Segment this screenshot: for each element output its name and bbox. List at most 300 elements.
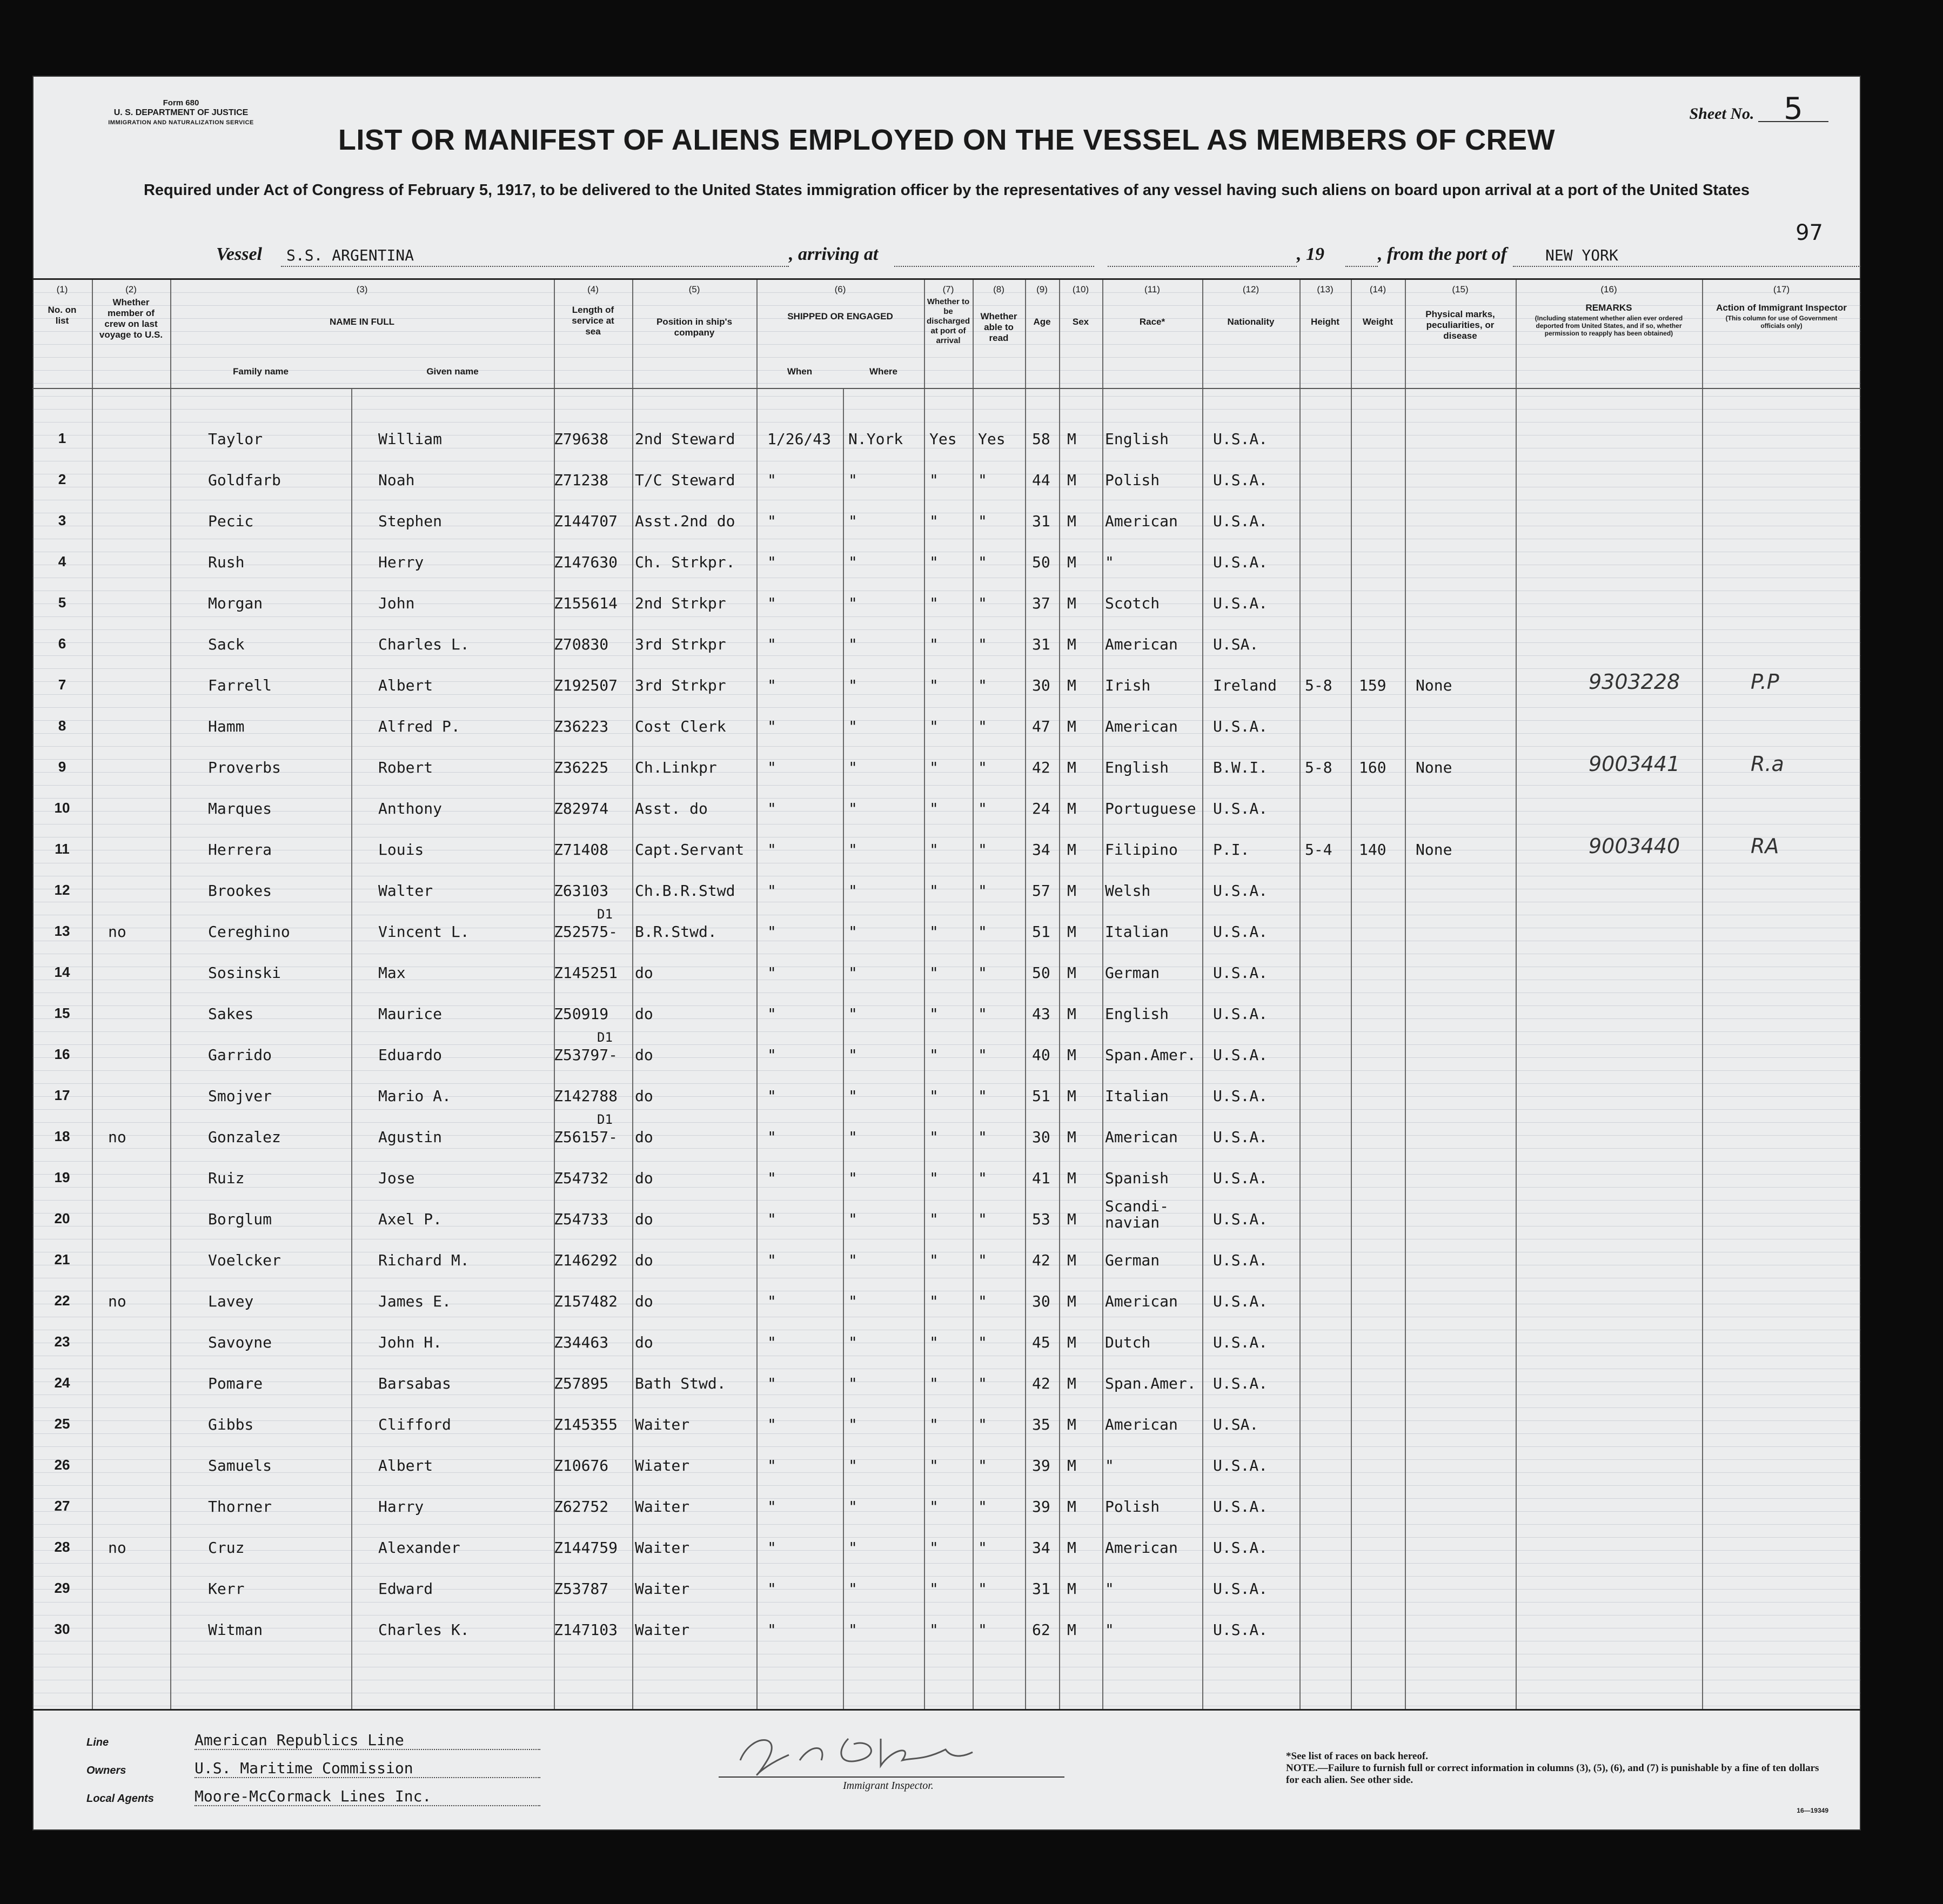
- cell-position: Waiter: [635, 1539, 690, 1557]
- cell-sex: M: [1067, 964, 1076, 982]
- cell-family: Proverbs: [208, 759, 281, 776]
- cell-position: Ch.Linkpr: [635, 759, 717, 776]
- cell-family: Farrell: [208, 676, 272, 694]
- cell-family: Goldfarb: [208, 471, 281, 489]
- cell-read: ": [978, 1375, 987, 1392]
- col-header-prev-voyage: (2) Whether member of crew on last voyage to U.S.: [99, 284, 163, 340]
- cell-service: Z56157-: [554, 1128, 618, 1146]
- cell-weight: 140: [1359, 841, 1386, 859]
- table-row: [32, 831, 1861, 869]
- cell-service: Z57895: [554, 1375, 609, 1392]
- cell-given: Albert: [378, 676, 433, 694]
- cell-nationality: U.SA.: [1213, 1416, 1259, 1433]
- sheet-value: 5: [1758, 97, 1828, 122]
- cell-sex: M: [1067, 718, 1076, 735]
- cell-when: ": [767, 841, 776, 859]
- cell-service: Z53797-: [554, 1046, 618, 1064]
- cell-where: ": [848, 594, 857, 612]
- cell-service: Z142788: [554, 1087, 618, 1105]
- cell-position: T/C Steward: [635, 471, 735, 489]
- cell-nationality: U.S.A.: [1213, 553, 1268, 571]
- cell-height: 5-8: [1305, 759, 1332, 776]
- cell-sex: M: [1067, 1169, 1076, 1187]
- cell-nationality: U.S.A.: [1213, 1539, 1268, 1557]
- cell-given: Edward: [378, 1580, 433, 1598]
- row-number: 10: [54, 800, 70, 816]
- cell-discharge: ": [929, 1333, 939, 1351]
- cell-nationality: U.S.A.: [1213, 1087, 1268, 1105]
- cell-discharge: ": [929, 923, 939, 941]
- cell-where: ": [848, 1333, 857, 1351]
- cell-age: 24: [1032, 800, 1050, 817]
- cell-read: ": [978, 1621, 987, 1639]
- cell-race: Welsh: [1105, 882, 1151, 900]
- col-header-service: (4) Length of service at sea: [572, 284, 614, 337]
- cell-read: ": [978, 1046, 987, 1064]
- cell-race: Polish: [1105, 471, 1160, 489]
- row-number: 16: [54, 1046, 70, 1062]
- cell-given: Alexander: [378, 1539, 460, 1557]
- sheet-number: [1689, 91, 1829, 126]
- row-number: 2: [58, 471, 66, 487]
- cell-discharge: ": [929, 1210, 939, 1228]
- col-header-nationality: (12) Nationality: [1227, 284, 1275, 327]
- cell-discharge: ": [929, 759, 939, 776]
- cell-discharge: ": [929, 1457, 939, 1474]
- row-number: 23: [54, 1333, 70, 1350]
- cell-when: ": [767, 1539, 776, 1557]
- cell-when: ": [767, 635, 776, 653]
- cell-position: Capt.Servant: [635, 841, 745, 859]
- cell-read: ": [978, 1457, 987, 1474]
- cell-given: Harry: [378, 1498, 424, 1516]
- cell-weight: 160: [1359, 759, 1386, 776]
- table-row: [32, 1242, 1861, 1279]
- cell-position: 3rd Strkpr: [635, 635, 726, 653]
- cell-read: ": [978, 676, 987, 694]
- cell-family: Rush: [208, 553, 245, 571]
- cell-race: ": [1105, 1580, 1114, 1598]
- department: U. S. DEPARTMENT OF JUSTICE: [113, 108, 249, 117]
- cell-where: ": [848, 759, 857, 776]
- cell-given: Max: [378, 964, 406, 982]
- cell-position: do: [635, 1046, 653, 1064]
- cell-where: ": [848, 923, 857, 941]
- cell-discharge: ": [929, 1251, 939, 1269]
- cell-discharge: ": [929, 1046, 939, 1064]
- cell-where: ": [848, 1210, 857, 1228]
- agents-value: Moore-McCormack Lines Inc.: [195, 1787, 540, 1806]
- cell-where: ": [848, 964, 857, 982]
- cell-read: ": [978, 1210, 987, 1228]
- cell-discharge: ": [929, 1416, 939, 1433]
- row-number: 30: [54, 1621, 70, 1637]
- row-number: 29: [54, 1580, 70, 1596]
- cell-given: Walter: [378, 882, 433, 900]
- row-number: 17: [54, 1087, 70, 1103]
- cell-when: ": [767, 1292, 776, 1310]
- table-row: [32, 907, 1861, 951]
- cell-race: American: [1105, 1292, 1178, 1310]
- cell-read: ": [978, 1128, 987, 1146]
- cell-discharge: ": [929, 1292, 939, 1310]
- cell-nationality: U.S.A.: [1213, 594, 1268, 612]
- cell-action: RA: [1751, 834, 1779, 858]
- cell-read: ": [978, 1005, 987, 1023]
- cell-race: American: [1105, 1128, 1178, 1146]
- cell-discharge: ": [929, 1498, 939, 1516]
- cell-race: ": [1105, 1621, 1114, 1639]
- cell-sex: M: [1067, 800, 1076, 817]
- col-header-discharge: (7) Whether to be discharged at port of arrival: [926, 284, 970, 345]
- vessel-name: S.S. ARGENTINA: [286, 246, 414, 264]
- cell-nationality: U.S.A.: [1213, 1333, 1268, 1351]
- cell-position: Cost Clerk: [635, 718, 726, 735]
- table-row: [32, 1324, 1861, 1362]
- cell-nationality: U.S.A.: [1213, 1292, 1268, 1310]
- cell-position: do: [635, 1128, 653, 1146]
- line-value: American Republics Line: [195, 1731, 540, 1750]
- cell-service: Z157482: [554, 1292, 618, 1310]
- cell-service: Z52575-: [554, 923, 618, 941]
- cell-marks: None: [1416, 759, 1452, 776]
- cell-service: Z155614: [554, 594, 618, 612]
- cell-where: ": [848, 512, 857, 530]
- subheader-where: Where: [869, 366, 897, 377]
- cell-when: ": [767, 718, 776, 735]
- cell-read: ": [978, 553, 987, 571]
- cell-marks: None: [1416, 841, 1452, 859]
- cell-when: ": [767, 594, 776, 612]
- cell-race: American: [1105, 1416, 1178, 1433]
- row-number: 5: [58, 594, 66, 611]
- cell-age: 31: [1032, 635, 1050, 653]
- cell-read: ": [978, 1539, 987, 1557]
- cell-nationality: U.S.A.: [1213, 1210, 1268, 1228]
- manifest-sheet: [32, 76, 1861, 1831]
- cell-age: 50: [1032, 964, 1050, 982]
- cell-service: Z147103: [554, 1621, 618, 1639]
- cell-race: Italian: [1105, 923, 1169, 941]
- cell-age: 42: [1032, 759, 1050, 776]
- row-number: 4: [58, 553, 66, 569]
- cell-read: ": [978, 718, 987, 735]
- cell-when: ": [767, 1251, 776, 1269]
- cell-service: Z146292: [554, 1251, 618, 1269]
- cell-position: 3rd Strkpr: [635, 676, 726, 694]
- cell-when: ": [767, 1087, 776, 1105]
- cell-where: ": [848, 1416, 857, 1433]
- cell-discharge: ": [929, 1539, 939, 1557]
- cell-marks: None: [1416, 676, 1452, 694]
- cell-discharge: ": [929, 1005, 939, 1023]
- row-number: 9: [58, 759, 66, 775]
- table-row: [32, 667, 1861, 705]
- cell-position: 2nd Strkpr: [635, 594, 726, 612]
- cell-service: Z34463: [554, 1333, 609, 1351]
- cell-prev: no: [108, 1539, 126, 1557]
- cell-age: 47: [1032, 718, 1050, 735]
- cell-nationality: U.S.A.: [1213, 923, 1268, 941]
- cell-position: do: [635, 1251, 653, 1269]
- cell-race: Spanish: [1105, 1169, 1169, 1187]
- cell-nationality: U.S.A.: [1213, 1169, 1268, 1187]
- races-note: *See list of races on back hereof.: [1286, 1751, 1428, 1762]
- cell-given: Charles L.: [378, 635, 470, 653]
- row-number: 7: [58, 676, 66, 693]
- cell-family: Voelcker: [208, 1251, 281, 1269]
- cell-service: Z36223: [554, 718, 609, 735]
- cell-service: Z79638: [554, 430, 609, 448]
- cell-where: ": [848, 635, 857, 653]
- cell-discharge: ": [929, 800, 939, 817]
- row-number: 26: [54, 1457, 70, 1473]
- cell-sex: M: [1067, 1457, 1076, 1474]
- owners-value: U.S. Maritime Commission: [195, 1759, 540, 1778]
- cell-position: Ch.B.R.Stwd: [635, 882, 735, 900]
- cell-when: ": [767, 512, 776, 530]
- cell-family: Taylor: [208, 430, 263, 448]
- vessel-label: Vessel: [216, 244, 262, 264]
- cell-prev: no: [108, 1292, 126, 1310]
- cell-given: Robert: [378, 759, 433, 776]
- cell-when: 1/26/43: [767, 430, 832, 448]
- cell-race: Portuguese: [1105, 800, 1196, 817]
- vessel-line: [216, 244, 1729, 271]
- cell-when: ": [767, 1621, 776, 1639]
- cell-discharge: ": [929, 1087, 939, 1105]
- cell-position: Asst.2nd do: [635, 512, 735, 530]
- cell-sex: M: [1067, 1333, 1076, 1351]
- port-label: , from the port of: [1378, 244, 1507, 264]
- col-header-shipped: (6) SHIPPED OR ENGAGED: [787, 284, 893, 321]
- cell-remarks: 9303228: [1589, 670, 1680, 694]
- inspector-signature: [719, 1728, 1064, 1778]
- row-number: 27: [54, 1498, 70, 1514]
- row-number: 20: [54, 1210, 70, 1226]
- cell-where: ": [848, 841, 857, 859]
- cell-family: Savoyne: [208, 1333, 272, 1351]
- cell-race: English: [1105, 1005, 1169, 1023]
- row-number: 21: [54, 1251, 70, 1268]
- cell-race: Polish: [1105, 1498, 1160, 1516]
- cell-family: Ruiz: [208, 1169, 245, 1187]
- cell-discharge: ": [929, 471, 939, 489]
- cell-age: 57: [1032, 882, 1050, 900]
- cell-discharge: ": [929, 1375, 939, 1392]
- cell-service: Z36225: [554, 759, 609, 776]
- cell-race: ": [1105, 1457, 1114, 1474]
- table-row: [32, 790, 1861, 828]
- cell-race: English: [1105, 759, 1169, 776]
- cell-nationality: U.S.A.: [1213, 1580, 1268, 1598]
- cell-given: Vincent L.: [378, 923, 470, 941]
- cell-service-note: D1: [597, 1030, 613, 1045]
- cell-race: Scandi-navian: [1105, 1197, 1169, 1231]
- cell-where: ": [848, 1580, 857, 1598]
- cell-given: Axel P.: [378, 1210, 443, 1228]
- row-number: 15: [54, 1005, 70, 1021]
- cell-family: Garrido: [208, 1046, 272, 1064]
- cell-service: Z54733: [554, 1210, 609, 1228]
- cell-sex: M: [1067, 1621, 1076, 1639]
- cell-position: Waiter: [635, 1621, 690, 1639]
- cell-nationality: U.S.A.: [1213, 1621, 1268, 1639]
- cell-age: 51: [1032, 1087, 1050, 1105]
- table-row: [32, 626, 1861, 663]
- cell-read: ": [978, 1333, 987, 1351]
- cell-family: Pecic: [208, 512, 254, 530]
- cell-given: Anthony: [378, 800, 443, 817]
- cell-family: Sosinski: [208, 964, 281, 982]
- cell-action: P.P: [1751, 670, 1779, 694]
- cell-discharge: ": [929, 594, 939, 612]
- cell-family: Herrera: [208, 841, 272, 859]
- page-subtitle: Required under Act of Congress of February 5, 1917, to be delivered to the United States immigration officer by the representatives of any vessel having such aliens on board upon arrival at a port of the United States: [143, 182, 1750, 199]
- cell-position: do: [635, 964, 653, 982]
- cell-age: 34: [1032, 841, 1050, 859]
- cell-when: ": [767, 1457, 776, 1474]
- cell-read: ": [978, 882, 987, 900]
- cell-service: Z54732: [554, 1169, 609, 1187]
- col-header-name: (3) NAME IN FULL: [330, 284, 394, 327]
- cell-sex: M: [1067, 512, 1076, 530]
- cell-where: ": [848, 1539, 857, 1557]
- cell-where: ": [848, 1169, 857, 1187]
- cell-age: 45: [1032, 1333, 1050, 1351]
- cell-when: ": [767, 1498, 776, 1516]
- cell-service-note: D1: [597, 1112, 613, 1127]
- subheader-given-name: Given name: [426, 366, 479, 377]
- owners-label: Owners: [86, 1765, 126, 1776]
- cell-position: do: [635, 1087, 653, 1105]
- cell-sex: M: [1067, 1580, 1076, 1598]
- cell-family: Kerr: [208, 1580, 245, 1598]
- col-header-marks: (15) Physical marks, peculiarities, or disease: [1425, 284, 1495, 341]
- cell-when: ": [767, 553, 776, 571]
- cell-given: Barsabas: [378, 1375, 451, 1392]
- cell-nationality: Ireland: [1213, 676, 1277, 694]
- cell-position: Bath Stwd.: [635, 1375, 726, 1392]
- agents-label: Local Agents: [86, 1793, 154, 1805]
- cell-sex: M: [1067, 841, 1076, 859]
- cell-sex: M: [1067, 923, 1076, 941]
- cell-given: Noah: [378, 471, 415, 489]
- cell-where: ": [848, 1128, 857, 1146]
- cell-discharge: ": [929, 1621, 939, 1639]
- footer-note: [1286, 1751, 1826, 1786]
- cell-race: Irish: [1105, 676, 1151, 694]
- cell-discharge: ": [929, 635, 939, 653]
- cell-prev: no: [108, 923, 126, 941]
- cell-service: Z71408: [554, 841, 609, 859]
- cell-read: ": [978, 841, 987, 859]
- cell-discharge: Yes: [929, 430, 957, 448]
- cell-height: 5-8: [1305, 676, 1332, 694]
- cell-sex: M: [1067, 471, 1076, 489]
- line-label: Line: [86, 1737, 109, 1748]
- cell-remarks: 9003440: [1589, 834, 1680, 858]
- cell-read: ": [978, 1251, 987, 1269]
- cell-nationality: U.S.A.: [1213, 1128, 1268, 1146]
- cell-read: ": [978, 1416, 987, 1433]
- inspector-label: Immigrant Inspector.: [843, 1780, 934, 1792]
- cell-weight: 159: [1359, 676, 1386, 694]
- cell-age: 30: [1032, 1292, 1050, 1310]
- cell-when: ": [767, 1005, 776, 1023]
- cell-position: Waiter: [635, 1498, 690, 1516]
- cell-race: Dutch: [1105, 1333, 1151, 1351]
- table-row: [32, 585, 1861, 622]
- cell-given: John: [378, 594, 415, 612]
- cell-service: Z145355: [554, 1416, 618, 1433]
- cell-age: 35: [1032, 1416, 1050, 1433]
- cell-given: Eduardo: [378, 1046, 443, 1064]
- cell-age: 43: [1032, 1005, 1050, 1023]
- cell-given: Louis: [378, 841, 424, 859]
- cell-age: 44: [1032, 471, 1050, 489]
- cell-given: Mario A.: [378, 1087, 451, 1105]
- cell-where: ": [848, 1046, 857, 1064]
- cell-position: do: [635, 1005, 653, 1023]
- cell-read: ": [978, 964, 987, 982]
- cell-sex: M: [1067, 1416, 1076, 1433]
- cell-when: ": [767, 1046, 776, 1064]
- cell-when: ": [767, 1333, 776, 1351]
- cell-race: American: [1105, 512, 1178, 530]
- cell-when: ": [767, 1580, 776, 1598]
- cell-given: Charles K.: [378, 1621, 470, 1639]
- cell-where: ": [848, 1621, 857, 1639]
- cell-read: ": [978, 512, 987, 530]
- col-header-race: (11) Race*: [1139, 284, 1165, 327]
- cell-given: Herry: [378, 553, 424, 571]
- cell-discharge: ": [929, 676, 939, 694]
- table-row: [32, 1447, 1861, 1485]
- table-row: [32, 1283, 1861, 1320]
- cell-sex: M: [1067, 1087, 1076, 1105]
- cell-nationality: U.S.A.: [1213, 1046, 1268, 1064]
- table-row: [32, 1159, 1861, 1197]
- port-value: NEW YORK: [1545, 246, 1618, 264]
- cell-age: 39: [1032, 1457, 1050, 1474]
- cell-when: ": [767, 759, 776, 776]
- cell-service: Z192507: [554, 676, 618, 694]
- cell-nationality: U.S.A.: [1213, 471, 1268, 489]
- cell-when: ": [767, 882, 776, 900]
- cell-race: Italian: [1105, 1087, 1169, 1105]
- cell-family: Brookes: [208, 882, 272, 900]
- table-row: [32, 1077, 1861, 1115]
- cell-remarks: 9003441: [1589, 752, 1680, 776]
- cell-read: ": [978, 923, 987, 941]
- cell-sex: M: [1067, 635, 1076, 653]
- cell-nationality: U.S.A.: [1213, 1005, 1268, 1023]
- cell-position: B.R.Stwd.: [635, 923, 717, 941]
- cell-sex: M: [1067, 1498, 1076, 1516]
- subheader-when: When: [787, 366, 813, 377]
- cell-service: Z144759: [554, 1539, 618, 1557]
- cell-given: Stephen: [378, 512, 443, 530]
- cell-where: ": [848, 553, 857, 571]
- cell-discharge: ": [929, 1169, 939, 1187]
- penalty-note: NOTE.—Failure to furnish full or correct information in columns (3), (5), (6), and (7) is punishable by a fine of ten dollars for each alien. See other side.: [1286, 1762, 1819, 1786]
- cell-discharge: ": [929, 1128, 939, 1146]
- cell-position: do: [635, 1210, 653, 1228]
- cell-family: Cereghino: [208, 923, 290, 941]
- cell-family: Borglum: [208, 1210, 272, 1228]
- cell-nationality: U.S.A.: [1213, 512, 1268, 530]
